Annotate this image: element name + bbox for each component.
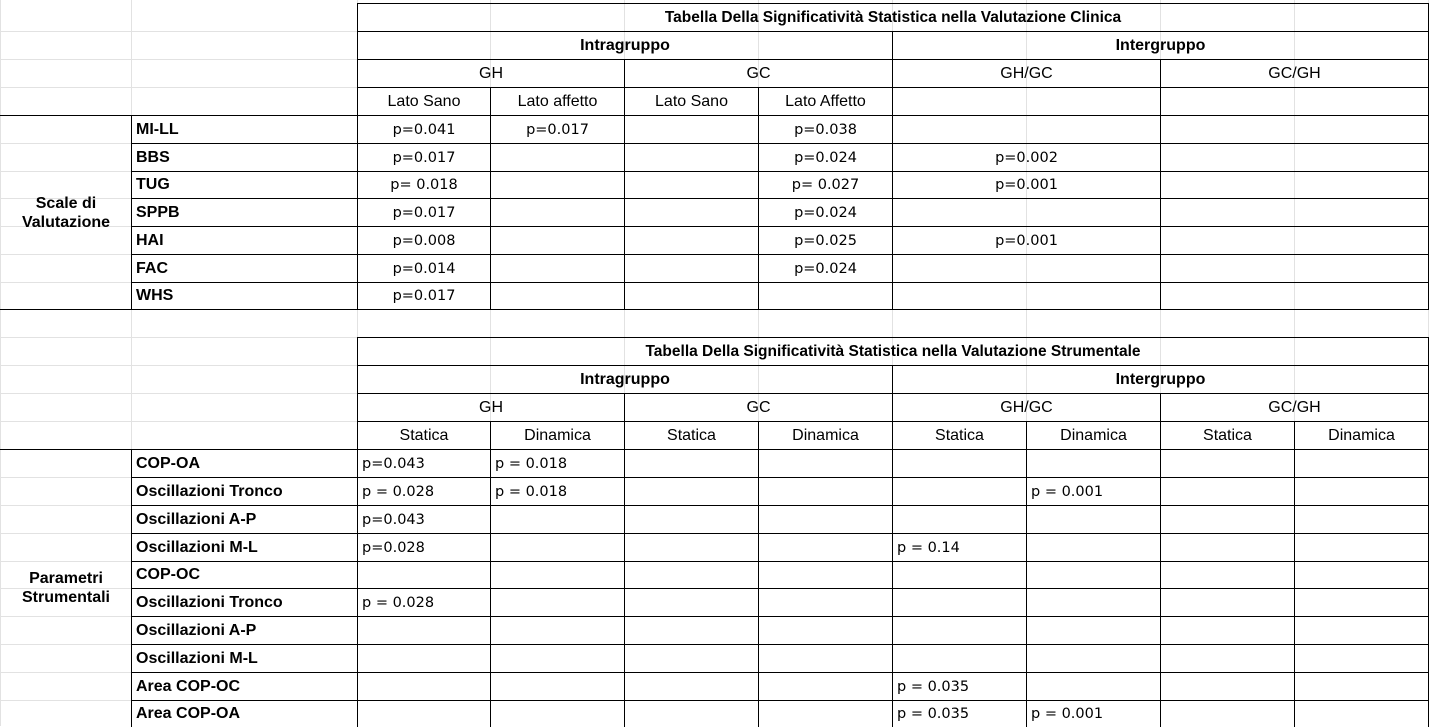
p-value-cell[interactable]	[491, 227, 624, 254]
p-value-cell[interactable]	[893, 617, 1026, 644]
p-value-cell[interactable]	[491, 645, 624, 672]
p-value-cell[interactable]	[1161, 673, 1294, 700]
p-value-cell[interactable]: p=0.024	[794, 204, 857, 221]
p-value-cell[interactable]: p=0.017	[392, 149, 456, 166]
group-header: GC/GH	[1268, 398, 1321, 416]
p-value-cell[interactable]	[491, 506, 624, 533]
intergroup-header: Intergruppo	[1115, 36, 1206, 54]
category-label-clinical: Scale di Valutazione	[21, 194, 111, 231]
p-value-cell[interactable]	[1295, 534, 1428, 561]
group-header: GH	[479, 398, 503, 416]
p-value-cell[interactable]: p = 0.035	[897, 678, 970, 695]
row-label[interactable]: Area COP-OA	[136, 704, 241, 722]
p-value-cell[interactable]	[1027, 673, 1160, 700]
p-value-cell[interactable]: p=0.017	[526, 121, 589, 138]
p-value-cell[interactable]	[893, 478, 1026, 505]
p-value-cell[interactable]	[1161, 116, 1428, 143]
p-value-cell[interactable]	[1027, 617, 1160, 644]
sub-header: Lato Sano	[387, 92, 461, 110]
p-value-cell[interactable]	[625, 199, 758, 226]
row-label[interactable]: WHS	[136, 287, 174, 304]
sub-header: Dinamica	[1328, 426, 1395, 444]
row-label[interactable]: SPPB	[136, 203, 180, 221]
p-value-cell[interactable]	[358, 562, 490, 588]
group-header: GC	[746, 398, 771, 416]
p-value-cell[interactable]	[625, 116, 758, 143]
intragroup-header: Intragruppo	[580, 36, 670, 54]
p-value-cell[interactable]: p=0.001	[995, 232, 1058, 249]
p-value-cell[interactable]: p = 0.018	[495, 455, 568, 472]
p-value-cell[interactable]: p=0.025	[794, 232, 857, 249]
p-value-cell[interactable]	[625, 562, 758, 588]
p-value-cell[interactable]	[759, 506, 892, 533]
p-value-cell[interactable]	[1161, 562, 1294, 588]
p-value-cell[interactable]	[1161, 172, 1428, 198]
p-value-cell[interactable]: p=0.008	[392, 232, 456, 249]
p-value-cell[interactable]	[358, 617, 490, 644]
p-value-cell[interactable]	[759, 450, 892, 477]
p-value-cell[interactable]	[625, 589, 758, 616]
p-value-cell[interactable]	[625, 701, 758, 726]
p-value-cell[interactable]: p = 0.14	[897, 539, 960, 556]
p-value-cell[interactable]: p=0.024	[794, 149, 857, 166]
p-value-cell[interactable]: p= 0.018	[390, 177, 458, 193]
p-value-cell[interactable]	[759, 645, 892, 672]
p-value-cell[interactable]: p=0.041	[392, 121, 456, 138]
p-value-cell[interactable]	[1295, 645, 1428, 672]
row-label[interactable]: Oscillazioni A-P	[136, 621, 257, 639]
p-value-cell[interactable]: p=0.017	[392, 288, 456, 304]
p-value-cell[interactable]	[893, 589, 1026, 616]
p-value-cell[interactable]	[893, 645, 1026, 672]
p-value-cell[interactable]	[759, 673, 892, 700]
row-label[interactable]: COP-OA	[136, 454, 200, 472]
p-value-cell[interactable]	[491, 255, 624, 282]
p-value-cell[interactable]	[1161, 534, 1294, 561]
p-value-cell[interactable]	[358, 701, 490, 726]
clinical-table-title: Tabella Della Significatività Statistica nella Valutazione Clinica	[664, 8, 1122, 26]
p-value-cell[interactable]: p=0.017	[392, 204, 456, 221]
p-value-cell[interactable]: p = 0.028	[362, 483, 435, 500]
p-value-cell[interactable]	[759, 534, 892, 561]
p-value-cell[interactable]	[1295, 562, 1428, 588]
p-value-cell[interactable]	[625, 506, 758, 533]
p-value-cell[interactable]	[759, 617, 892, 644]
p-value-cell[interactable]	[893, 283, 1160, 309]
group-header: GH/GC	[1000, 64, 1053, 82]
p-value-cell[interactable]: p=0.001	[995, 177, 1058, 193]
p-value-cell[interactable]	[491, 701, 624, 726]
p-value-cell[interactable]	[1027, 450, 1160, 477]
sub-header: Dinamica	[792, 426, 859, 444]
p-value-cell[interactable]	[1161, 227, 1428, 254]
p-value-cell[interactable]: p=0.024	[794, 260, 857, 277]
p-value-cell[interactable]	[893, 116, 1160, 143]
p-value-cell[interactable]	[625, 172, 758, 198]
sub-header: Statica	[399, 426, 449, 444]
p-value-cell[interactable]	[625, 144, 758, 171]
p-value-cell[interactable]: p=0.043	[362, 455, 425, 472]
p-value-cell[interactable]	[1161, 645, 1294, 672]
p-value-cell[interactable]	[625, 478, 758, 505]
p-value-cell[interactable]	[1161, 617, 1294, 644]
row-label[interactable]: FAC	[136, 259, 168, 277]
p-value-cell[interactable]	[759, 701, 892, 726]
p-value-cell[interactable]	[625, 617, 758, 644]
group-header: GC	[746, 64, 771, 82]
p-value-cell[interactable]	[491, 562, 624, 588]
p-value-cell[interactable]	[893, 255, 1160, 282]
sub-header: Dinamica	[1060, 426, 1127, 444]
group-header: GH	[479, 64, 503, 82]
row-label[interactable]: TUG	[136, 176, 170, 193]
border-line	[0, 309, 1429, 310]
p-value-cell[interactable]	[491, 283, 624, 309]
row-label[interactable]: Oscillazioni M-L	[136, 649, 258, 667]
p-value-cell[interactable]	[1027, 562, 1160, 588]
row-label[interactable]: Area COP-OC	[136, 677, 241, 695]
p-value-cell[interactable]	[625, 450, 758, 477]
sub-header: Lato Sano	[655, 92, 728, 110]
p-value-cell[interactable]	[1027, 645, 1160, 672]
row-label[interactable]: Oscillazioni A-P	[136, 510, 257, 528]
p-value-cell[interactable]	[759, 589, 892, 616]
p-value-cell[interactable]	[491, 172, 624, 198]
p-value-cell[interactable]	[358, 645, 490, 672]
p-value-cell[interactable]	[625, 645, 758, 672]
p-value-cell[interactable]	[1161, 255, 1428, 282]
p-value-cell[interactable]	[491, 673, 624, 700]
p-value-cell[interactable]	[491, 534, 624, 561]
p-value-cell[interactable]	[1295, 589, 1428, 616]
p-value-cell[interactable]	[491, 199, 624, 226]
p-value-cell[interactable]	[625, 534, 758, 561]
p-value-cell[interactable]: p= 0.027	[791, 177, 860, 193]
p-value-cell[interactable]	[1027, 534, 1160, 561]
intergroup-header: Intergruppo	[1115, 370, 1206, 388]
sub-header: Dinamica	[524, 426, 591, 444]
row-label[interactable]: MI-LL	[136, 120, 179, 138]
p-value-cell[interactable]: p = 0.001	[1031, 705, 1104, 722]
row-label[interactable]: Oscillazioni Tronco	[136, 482, 283, 500]
p-value-cell[interactable]	[1161, 144, 1428, 171]
p-value-cell[interactable]	[1161, 283, 1428, 309]
p-value-cell[interactable]: p = 0.001	[1031, 483, 1104, 500]
p-value-cell[interactable]	[759, 478, 892, 505]
p-value-cell[interactable]	[491, 144, 624, 171]
p-value-cell[interactable]	[358, 673, 490, 700]
p-value-cell[interactable]	[1295, 478, 1428, 505]
sub-header: Statica	[935, 426, 984, 444]
p-value-cell[interactable]: p = 0.028	[362, 594, 435, 611]
row-label[interactable]: COP-OC	[136, 566, 200, 583]
group-header: GH/GC	[1000, 398, 1053, 416]
p-value-cell[interactable]: p=0.043	[362, 511, 425, 528]
p-value-cell[interactable]	[1161, 478, 1294, 505]
sub-header: Lato affetto	[517, 92, 598, 110]
p-value-cell[interactable]	[1295, 450, 1428, 477]
intragroup-header: Intragruppo	[580, 370, 670, 388]
row-label[interactable]: Oscillazioni M-L	[136, 538, 258, 556]
p-value-cell[interactable]	[893, 199, 1160, 226]
p-value-cell[interactable]: p=0.002	[995, 149, 1058, 166]
p-value-cell[interactable]: p=0.038	[794, 121, 857, 138]
category-label-instrumental: Parametri Strumentali	[21, 570, 110, 606]
p-value-cell[interactable]	[893, 562, 1026, 588]
p-value-cell[interactable]	[1295, 617, 1428, 644]
p-value-cell[interactable]	[491, 617, 624, 644]
p-value-cell[interactable]	[1027, 589, 1160, 616]
p-value-cell[interactable]	[625, 227, 758, 254]
group-header: GC/GH	[1268, 64, 1321, 82]
p-value-cell[interactable]	[1161, 701, 1294, 726]
p-value-cell[interactable]	[625, 283, 758, 309]
p-value-cell[interactable]: p = 0.018	[495, 483, 568, 500]
p-value-cell[interactable]	[759, 562, 892, 588]
row-label[interactable]: Oscillazioni Tronco	[136, 593, 283, 611]
sub-header: Statica	[667, 426, 716, 444]
p-value-cell[interactable]	[1161, 199, 1428, 226]
p-value-cell[interactable]	[1295, 506, 1428, 533]
p-value-cell[interactable]	[1295, 673, 1428, 700]
p-value-cell[interactable]: p=0.028	[362, 539, 425, 556]
p-value-cell[interactable]: p=0.014	[392, 260, 456, 277]
p-value-cell[interactable]	[1295, 701, 1428, 726]
p-value-cell[interactable]	[625, 673, 758, 700]
p-value-cell[interactable]	[893, 506, 1026, 533]
sub-header: Statica	[1203, 426, 1252, 444]
p-value-cell[interactable]	[625, 255, 758, 282]
instrumental-table-title: Tabella Della Significatività Statistica nella Valutazione Strumentale	[645, 342, 1141, 360]
p-value-cell[interactable]	[893, 450, 1026, 477]
sub-header: Lato Affetto	[785, 92, 866, 110]
p-value-cell[interactable]	[1161, 506, 1294, 533]
p-value-cell[interactable]	[1161, 450, 1294, 477]
p-value-cell[interactable]	[759, 283, 892, 309]
row-label[interactable]: HAI	[136, 231, 164, 249]
p-value-cell[interactable]: p = 0.035	[897, 705, 970, 722]
p-value-cell[interactable]	[491, 589, 624, 616]
row-label[interactable]: BBS	[136, 148, 170, 166]
p-value-cell[interactable]	[1161, 589, 1294, 616]
p-value-cell[interactable]	[1027, 506, 1160, 533]
